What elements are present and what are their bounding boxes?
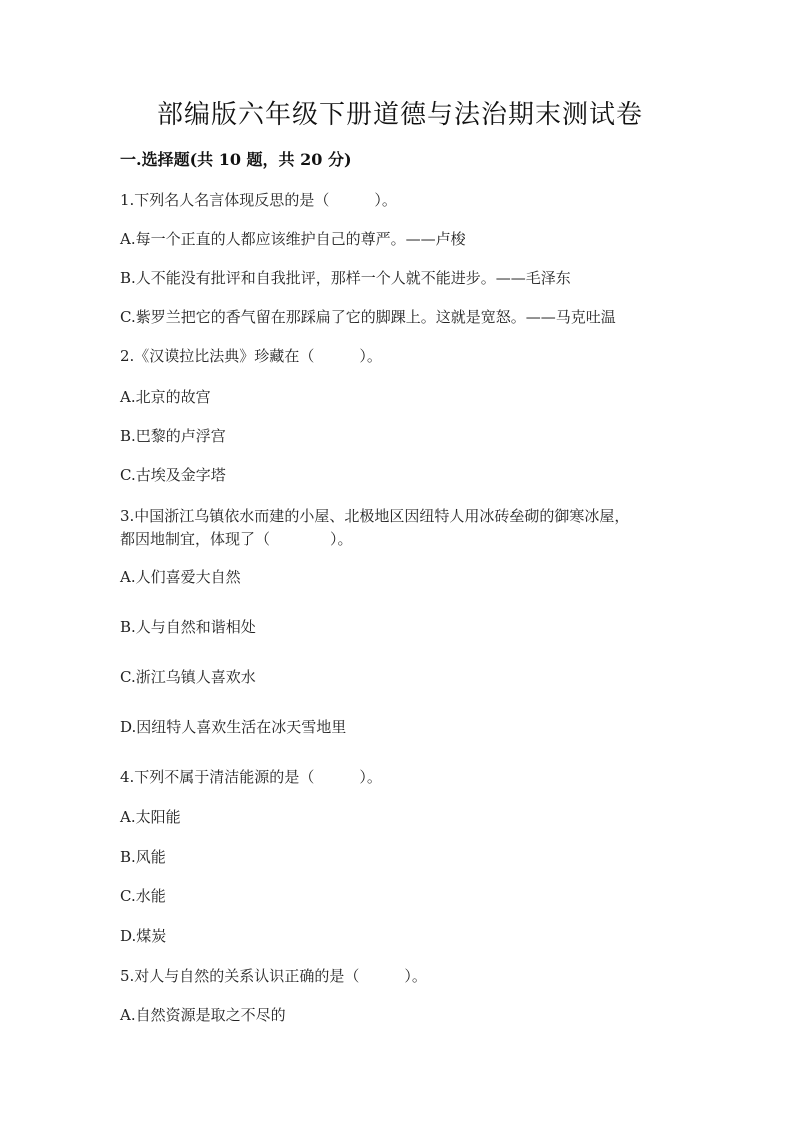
question-4-option-d: D.煤炭 — [120, 927, 167, 945]
question-3-option-c: C.浙江乌镇人喜欢水 — [120, 668, 256, 686]
section-heading: 一.选择题(共 10 题，共 20 分) — [120, 150, 352, 169]
question-3-option-a: A.人们喜爱大自然 — [120, 568, 241, 586]
question-5-stem: 5.对人与自然的关系认识正确的是（ ）。 — [120, 967, 427, 985]
question-4-option-b: B.风能 — [120, 848, 166, 866]
question-4-option-a: A.太阳能 — [120, 808, 181, 826]
question-5-option-a: A.自然资源是取之不尽的 — [120, 1006, 286, 1024]
question-1-option-b: B.人不能没有批评和自我批评，那样一个人就不能进步。——毛泽东 — [120, 269, 571, 287]
question-1-stem: 1.下列名人名言体现反思的是（ ）。 — [120, 191, 397, 209]
question-3-option-d: D.因纽特人喜欢生活在冰天雪地里 — [120, 718, 347, 736]
question-3-option-b: B.人与自然和谐相处 — [120, 618, 256, 636]
question-1-option-a: A.每一个正直的人都应该维护自己的尊严。——卢梭 — [120, 230, 466, 248]
question-4-option-c: C.水能 — [120, 887, 166, 905]
question-4-stem: 4.下列不属于清洁能源的是（ ）。 — [120, 768, 382, 786]
question-1-option-c: C.紫罗兰把它的香气留在那踩扁了它的脚踝上。这就是宽怒。——马克吐温 — [120, 308, 616, 326]
question-3-stem-line-1: 3.中国浙江乌镇依水而建的小屋、北极地区因纽特人用冰砖垒砌的御寒冰屋， — [120, 507, 630, 525]
question-2-stem: 2.《汉谟拉比法典》珍藏在（ ）。 — [120, 347, 382, 365]
question-2-option-c: C.古埃及金字塔 — [120, 466, 226, 484]
question-2-option-a: A.北京的故宫 — [120, 388, 211, 406]
page-title: 部编版六年级下册道德与法治期末测试卷 — [156, 100, 643, 130]
question-2-option-b: B.巴黎的卢浮宫 — [120, 427, 226, 445]
question-3-stem-line-2: 都因地制宜，体现了（ ）。 — [120, 530, 353, 548]
